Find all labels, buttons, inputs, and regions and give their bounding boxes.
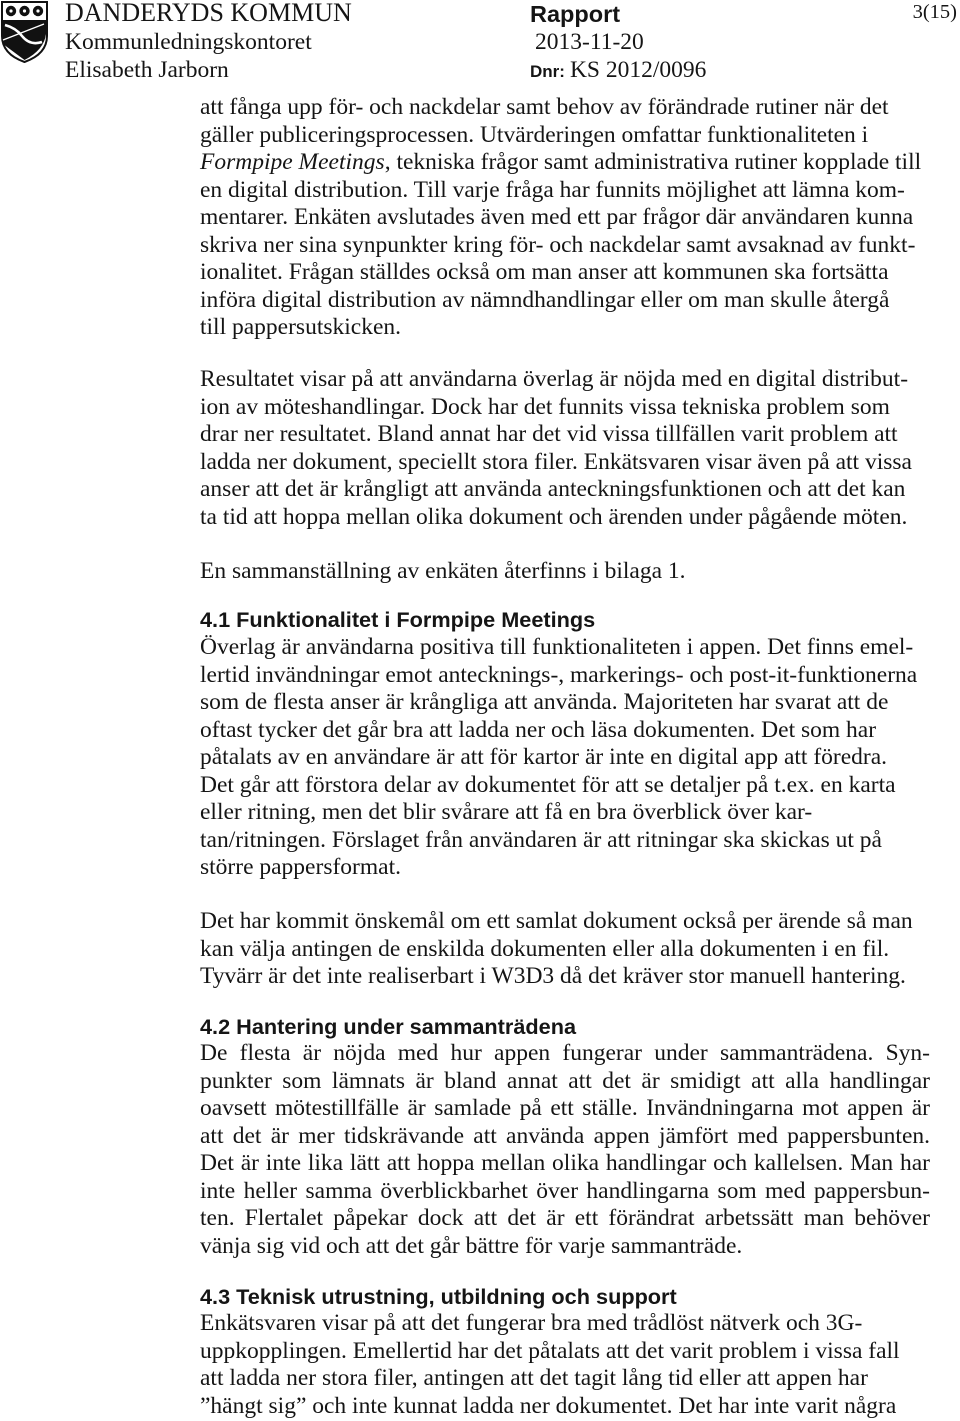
text-line bbox=[200, 149, 940, 177]
text-line: ten. Flertalet påpekar dock att det är ett förändrat arbetssätt man behöver bbox=[200, 1205, 930, 1231]
text-line: inte heller samma överblickbarhet över handlingarna som med pappersbun- bbox=[200, 1177, 930, 1204]
text-line: Tyvärr är det inte realiserbart i W3D3 då det kräver stor manuell hantering. bbox=[200, 963, 906, 989]
text-line: lertid invändningar emot antecknings-, markerings- och post-it-funktionerna bbox=[200, 661, 918, 688]
text-line: Det går att förstora delar av dokumentet för att se detaljer på t.ex. en karta bbox=[200, 771, 896, 798]
text-line: skriva ner sina synpunkter kring för- och nackdelar samt avsaknad av funkt- bbox=[200, 231, 916, 258]
text-line: att fånga upp för- och nackdelar samt behov av förändrade rutiner när det bbox=[200, 94, 889, 120]
danderyd-coat-of-arms-icon bbox=[0, 0, 50, 64]
text-line: till pappersutskicken. bbox=[200, 314, 402, 340]
organization-name: DANDERYDS KOMMUN bbox=[65, 0, 352, 27]
text-line: som de flesta anser är krångliga att använda. Majoriteten har svarat att de bbox=[200, 689, 889, 715]
paragraph-4-3-1 bbox=[200, 1310, 940, 1420]
paragraph-intro-1 bbox=[200, 94, 940, 342]
product-name-italic: Formpipe Meetings bbox=[200, 149, 385, 175]
section-heading-4-1: 4.1 Funktionalitet i Formpipe Meetings bbox=[200, 607, 596, 632]
text-line: De flesta är nöjda med hur appen fungerar under sammanträdena. Syn- bbox=[200, 1040, 930, 1066]
text-line: Överlag är användarna positiva till funktionaliteten i appen. Det finns emel- bbox=[200, 634, 914, 660]
text-line: att det är mer tidskrävande att använda appen jämfört med pappersbunten. bbox=[200, 1122, 930, 1149]
text-line: oavsett mötestillfälle är samlade på ett ställe. Invändningarna mot appen är bbox=[200, 1095, 930, 1121]
text-line: en digital distribution. Till varje fråga har funnits möjlighet att lämna kom- bbox=[200, 176, 905, 203]
text-line: eller ritning, men det blir svårare att få en bra överblick över kar- bbox=[200, 799, 813, 825]
paragraph-4-1-2 bbox=[200, 908, 940, 991]
paragraph-4-1-1 bbox=[200, 634, 940, 882]
dnr-label: Dnr: bbox=[530, 62, 565, 81]
text-line: punkter som lämnats är bland annat att det är smidigt att alla handlingar bbox=[200, 1067, 930, 1094]
text-line: tan/ritningen. Förslaget från användaren är att ritningar ska skickas ut på bbox=[200, 826, 882, 853]
text-line: påtalats av en användare är att för kartor är inte en digital app att föredra. bbox=[200, 744, 888, 770]
text-line: anser att det är krångligt att använda anteckningsfunktionen och att det kan bbox=[200, 476, 906, 502]
text-line: Resultatet visar på att användarna överlag är nöjda med en digital distribut- bbox=[200, 366, 909, 392]
text-line: större pappersformat. bbox=[200, 854, 401, 880]
text-line: Det är inte lika lätt att hoppa mellan olika handlingar och kallelsen. Man har bbox=[200, 1150, 930, 1176]
department-name: Kommunledningskontoret bbox=[65, 29, 312, 55]
text-line: kan välja antingen de enskilda dokumenten eller alla dokumenten i en fil. bbox=[200, 935, 890, 962]
text-line: ta tid att hoppa mellan olika dokument och ärenden under pågående möten. bbox=[200, 503, 908, 530]
document-date: 2013-11-20 bbox=[535, 29, 644, 55]
text-line: Det har kommit önskemål om ett samlat dokument också per ärende så man bbox=[200, 908, 913, 934]
dnr-value: KS 2012/0096 bbox=[569, 57, 707, 83]
text-line: ion av möteshandlingar. Dock har det funnits vissa tekniska problem som bbox=[200, 393, 890, 420]
text-line: oftast tycker det går bra att ladda ner och läsa dokumenten. Det som har bbox=[200, 716, 877, 743]
text-line: ”hängt sig” och inte kunnat ladda ner dokumentet. Det har inte varit några bbox=[200, 1392, 897, 1419]
text-line: drar ner resultatet. Bland annat har det vid vissa tillfällen varit problem att bbox=[200, 421, 898, 447]
paragraph-intro-2 bbox=[200, 366, 940, 531]
registration-number bbox=[530, 56, 706, 87]
text-line: vänja sig vid och att det går bättre för varje sammanträde. bbox=[200, 1232, 743, 1259]
text-line: Enkätsvaren visar på att det fungerar bra med trådlöst nätverk och 3G- bbox=[200, 1310, 863, 1336]
text-line: gäller publiceringsprocessen. Utvärderingen omfattar funktionaliteten i bbox=[200, 121, 869, 148]
text-line: att ladda ner stora filer, antingen att det tagit lång tid eller att appen har bbox=[200, 1365, 868, 1391]
text-line: ladda ner dokument, speciellt stora filer. Enkätsvaren visar även på att vissa bbox=[200, 448, 912, 475]
page-number: 3(15) bbox=[912, 1, 957, 23]
text-line: införa digital distribution av nämndhandlingar eller om man skulle återgå bbox=[200, 286, 890, 313]
section-heading-4-3: 4.3 Teknisk utrustning, utbildning och support bbox=[200, 1284, 677, 1309]
text-span: , tekniska frågor samt administrativa rutiner kopplade till bbox=[384, 149, 922, 175]
paragraph-intro-3 bbox=[200, 558, 940, 586]
author-name: Elisabeth Jarborn bbox=[65, 57, 229, 83]
paragraph-4-2-1 bbox=[200, 1040, 940, 1260]
text-line: ionalitet. Frågan ställdes också om man anser att kommunen ska fortsätta bbox=[200, 259, 889, 285]
text-line: mentarer. Enkäten avslutades även med ett par frågor där användaren kunna bbox=[200, 204, 914, 230]
text-line: En sammanställning av enkäten återfinns i bilaga 1. bbox=[200, 558, 686, 584]
document-type: Rapport bbox=[530, 1, 621, 27]
text-line: uppkopplingen. Emellertid har det påtalats att det varit problem i vissa fall bbox=[200, 1337, 900, 1364]
section-heading-4-2: 4.2 Hantering under sammanträdena bbox=[200, 1014, 577, 1039]
